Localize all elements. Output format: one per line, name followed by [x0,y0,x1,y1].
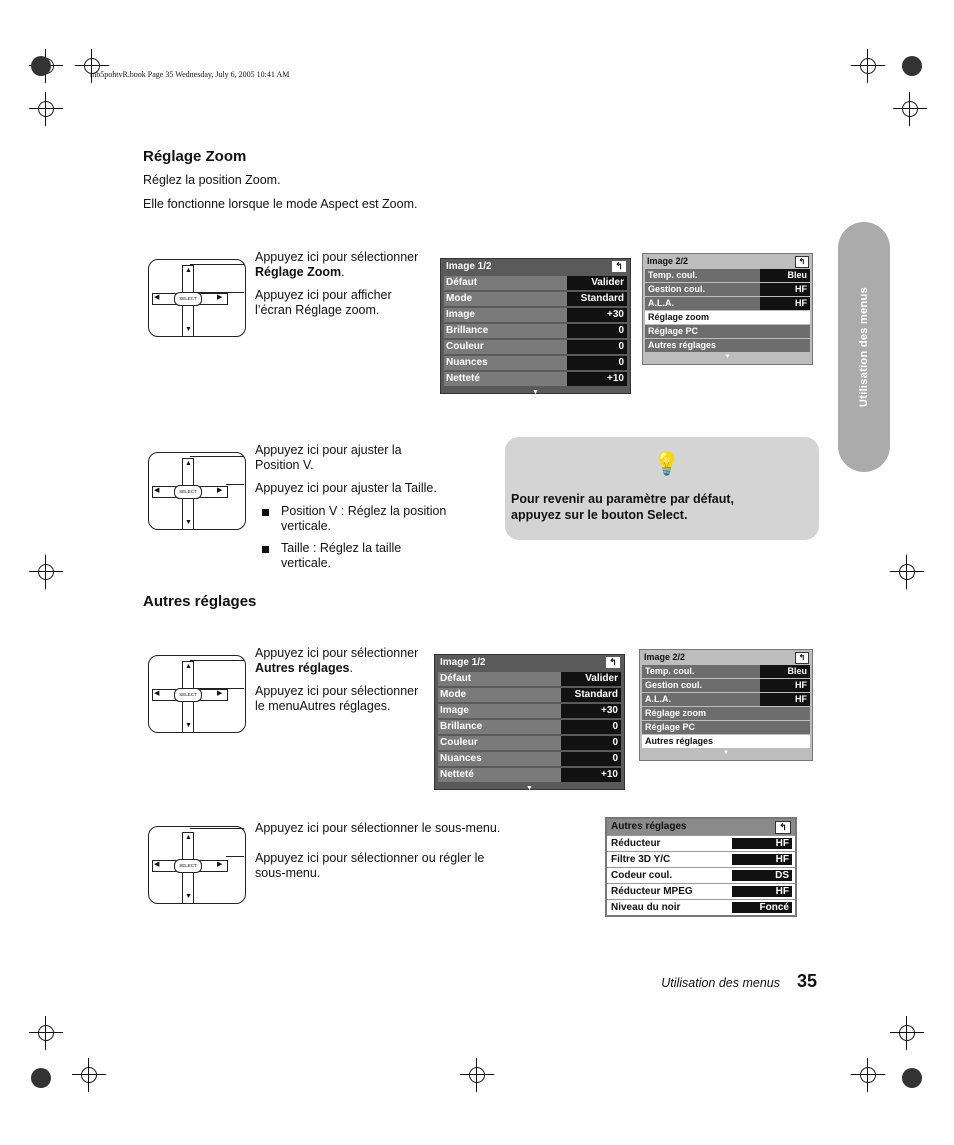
arrow-right-icon: ▶ [217,487,223,494]
menu-row[interactable]: Nuances 0 [444,356,627,370]
select-button: SELECT [174,859,202,873]
arrow-down-icon: ▼ [185,519,192,526]
arrow-left-icon: ◀ [154,294,160,301]
arrow-up-icon: ▲ [185,663,192,670]
arrow-down-icon: ▼ [185,722,192,729]
remote-dpad-2 [148,452,248,532]
back-icon: ↰ [612,261,626,272]
arrow-down-icon: ▼ [185,326,192,333]
select-button: SELECT [174,688,202,702]
side-tab-label: Utilisation des menus [858,287,870,407]
step3-line2: Appuyez ici pour sélectionner le menuAutres réglages. [255,684,419,713]
menu-title: Autres réglages [611,821,687,832]
registration-mark-top-right [851,49,885,83]
menu-title: Image 2/2 [644,652,686,662]
menu-row-selected[interactable]: Autres réglages [642,735,810,748]
step1-line1: Appuyez ici pour sélectionner Réglage Zoom. [255,250,419,279]
menu-row[interactable]: Couleur 0 [438,736,621,750]
menu-row[interactable]: Gestion coul. HF [645,283,810,296]
intro-line-2: Elle fonctionne lorsque le mode Aspect est Zoom. [143,197,418,211]
step4-line2: Appuyez ici pour sélectionner ou régler le sous-menu. [255,851,485,880]
bullet-icon [262,546,269,553]
step2-text-1: Appuyez ici pour ajuster la Position V. [255,443,402,472]
arrow-left-icon: ◀ [154,487,160,494]
menu-row[interactable]: Réglage PC [645,325,810,338]
menu-row[interactable]: Netteté +10 [438,768,621,782]
menu-row[interactable]: Réducteur HF [607,835,795,851]
back-icon: ↰ [795,652,809,664]
arrow-right-icon: ▶ [217,294,223,301]
menu-row[interactable]: Brillance 0 [438,720,621,734]
arrow-down-icon: ▼ [185,893,192,900]
registration-mark-bottom-left-2 [72,1058,106,1092]
menu-row[interactable]: Autres réglages [645,339,810,352]
registration-mark-bottom-right [851,1058,885,1092]
menu-row[interactable]: Couleur 0 [444,340,627,354]
bullet-icon [262,509,269,516]
remote-dpad-1 [148,259,248,339]
back-icon: ↰ [775,821,791,834]
page-number: 35 [797,971,818,991]
scroll-down-icon: ▼ [526,785,533,792]
step2-bullet-1: Position V : Réglez la position verticale. [281,504,447,533]
registration-mark-top-left-2 [29,92,63,126]
menu-title: Image 2/2 [647,256,689,266]
arrow-up-icon: ▲ [185,460,192,467]
leader-line [190,456,244,457]
menu-row[interactable]: Filtre 3D Y/C HF [607,851,795,867]
menu-row[interactable]: Réglage PC [642,721,810,734]
footer-section: Utilisation des menus [661,976,780,990]
lightbulb-icon: 💡 [653,451,681,476]
registration-mark-bottom-right-2 [890,1016,924,1050]
menu-image-page2-b [639,649,813,761]
color-disc-bottom-left [31,1068,51,1088]
step2-bullet-2: Taille : Réglez la taille verticale. [281,541,402,570]
menu-row[interactable]: Mode Standard [438,688,621,702]
menu-row[interactable]: Temp. coul. Bleu [642,665,810,678]
leader-line [190,264,244,265]
back-icon: ↰ [795,256,809,268]
section-title-zoom: Réglage Zoom [143,148,247,165]
leader-line [196,292,244,293]
registration-mark-bottom-center [460,1058,494,1092]
menu-row[interactable]: Mode Standard [444,292,627,306]
menu-row[interactable]: Réducteur MPEG HF [607,883,795,899]
registration-mark-right-mid [890,555,924,589]
arrow-left-icon: ◀ [154,690,160,697]
menu-row[interactable]: A.L.A. HF [642,693,810,706]
menu-row-selected[interactable]: Réglage zoom [645,311,810,324]
leader-line [190,828,244,829]
color-disc-top-right [902,56,922,76]
header-file-line: mb5pohtvR.book Page 35 Wednesday, July 6, 2005 10:41 AM [90,70,290,79]
leader-line [196,688,244,689]
menu-row[interactable]: Image +30 [444,308,627,322]
scroll-down-icon: ▼ [723,750,729,756]
menu-row[interactable]: Niveau du noir Foncé [607,899,795,915]
menu-row[interactable]: Réglage zoom [642,707,810,720]
scroll-down-icon: ▼ [724,354,731,360]
arrow-up-icon: ▲ [185,834,192,841]
menu-row[interactable]: Netteté +10 [444,372,627,386]
select-button: SELECT [174,292,202,306]
menu-title: Image 1/2 [440,657,486,668]
menu-row[interactable]: Nuances 0 [438,752,621,766]
menu-row[interactable]: Temp. coul. Bleu [645,269,810,282]
remote-dpad-3 [148,655,248,735]
step3-line1: Appuyez ici pour sélectionner Autres réglages. [255,646,419,675]
menu-title: Image 1/2 [446,261,492,272]
registration-mark-top-right-2 [893,92,927,126]
step4-line1: Appuyez ici pour sélectionner le sous-menu. [255,821,501,835]
arrow-right-icon: ▶ [217,861,223,868]
step2-text-2: Appuyez ici pour ajuster la Taille. [255,481,437,495]
remote-dpad-4 [148,826,248,906]
arrow-up-icon: ▲ [185,267,192,274]
side-tab [838,222,890,472]
menu-row[interactable]: Défaut Valider [438,672,621,686]
back-icon: ↰ [606,657,620,668]
intro-line-1: Réglez la position Zoom. [143,173,281,187]
scroll-down-icon: ▼ [532,389,539,396]
color-disc-top-left [31,56,51,76]
section-title-autres: Autres réglages [143,593,257,610]
menu-row[interactable]: A.L.A. HF [645,297,810,310]
menu-image-page1 [440,258,631,394]
leader-line [226,484,244,485]
leader-line [190,660,244,661]
step1-line2: Appuyez ici pour afficher l’écran Réglage zoom. [255,288,392,317]
menu-row[interactable]: Codeur coul. DS [607,867,795,883]
menu-row[interactable]: Gestion coul. HF [642,679,810,692]
menu-row[interactable]: Défaut Valider [444,276,627,290]
arrow-left-icon: ◀ [154,861,160,868]
registration-mark-bottom-left [29,1016,63,1050]
select-button: SELECT [174,485,202,499]
arrow-right-icon: ▶ [217,690,223,697]
menu-image-page1-b [434,654,625,790]
menu-autres-reglages [605,817,797,917]
menu-row[interactable]: Image +30 [438,704,621,718]
menu-image-page2 [642,253,813,365]
tip-text: Pour revenir au paramètre par défaut, appuyez sur le bouton Select. [511,492,734,522]
color-disc-bottom-right [902,1068,922,1088]
leader-line [226,856,244,857]
registration-mark-left-mid [29,555,63,589]
tip-box [505,437,819,540]
menu-row[interactable]: Brillance 0 [444,324,627,338]
